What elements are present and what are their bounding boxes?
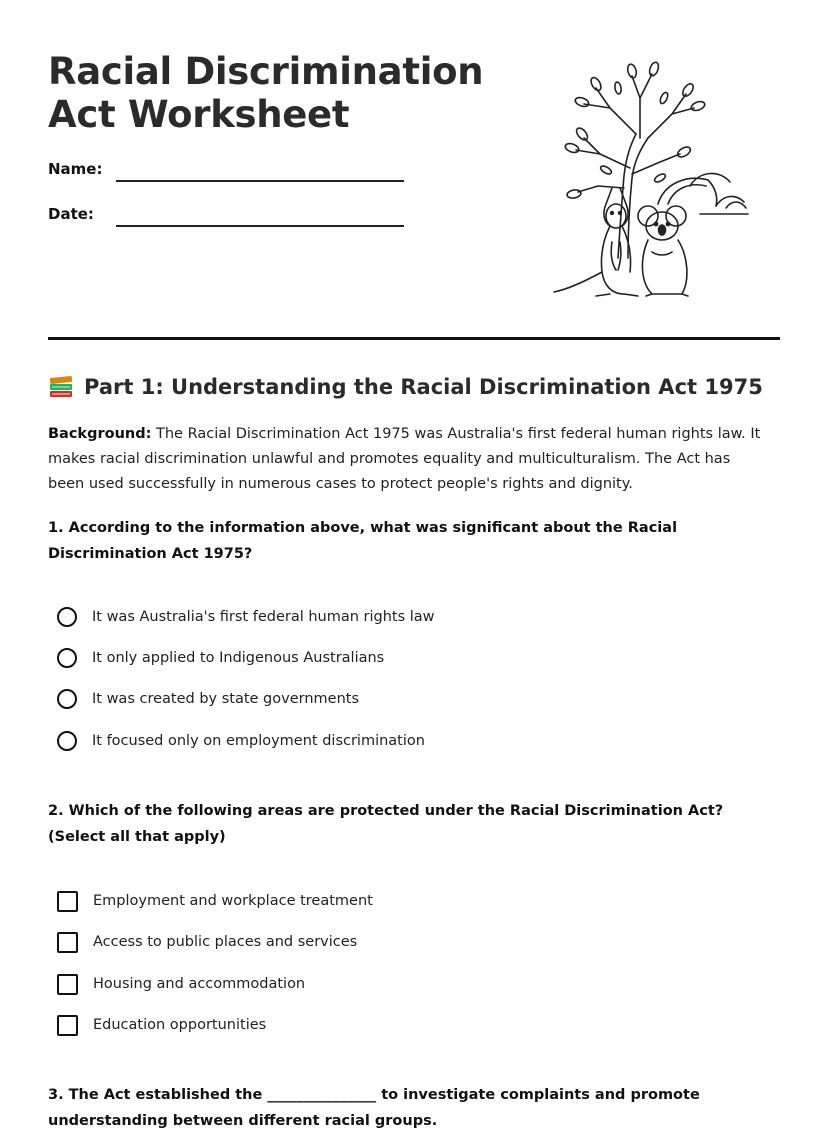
checkbox[interactable] [57,891,78,912]
worksheet-title [48,50,483,136]
option-label: It was Australia's first federal human rights law [92,609,435,625]
option-label: Housing and accommodation [93,976,306,992]
part1-heading-text: Part 1: Understanding the Racial Discrimination Act 1975 [84,375,763,399]
books-icon [48,375,74,399]
background-text: The Racial Discrimination Act 1975 was Australia's first federal human rights law. It makes racial discrimination unlawful and promotes equality and multiculturalism. The Act has been used successfully in numerous cases to protect people's rights and dignity. [48,426,761,492]
radio-button[interactable] [57,689,77,709]
option-label: It only applied to Indigenous Australians [92,650,385,666]
option-label: Employment and workplace treatment [93,893,373,909]
background-paragraph [48,422,768,497]
q2-option-2[interactable] [57,929,357,955]
option-label: Education opportunities [93,1017,267,1033]
question-1: 1. According to the information above, what was significant about the Racial Discrimination Act 1975? [48,520,678,562]
q1-option-2[interactable] [57,645,384,671]
background-label: Background: [48,426,152,442]
radio-button[interactable] [57,731,77,751]
date-label: Date: [48,205,94,223]
radio-button[interactable] [57,607,77,627]
option-label: It was created by state governments [92,691,360,707]
tree-kangaroo-koala-illustration [540,58,752,304]
checkbox[interactable] [57,932,78,953]
q2-option-4[interactable] [57,1012,266,1038]
date-field[interactable] [116,225,404,227]
radio-button[interactable] [57,648,77,668]
name-field[interactable] [116,180,404,182]
q1-option-4[interactable] [57,728,425,754]
option-label: It focused only on employment discrimination [92,733,425,749]
q2-option-1[interactable] [57,888,373,914]
q2-option-3[interactable] [57,971,305,997]
name-label: Name: [48,160,103,178]
question-3: 3. The Act established the _______________ to investigate complaints and promote understanding between different racial groups. [48,1087,700,1129]
title-line-1: Racial Discrimination [48,50,484,93]
option-label: Access to public places and services [93,934,358,950]
q1-option-3[interactable] [57,686,359,712]
checkbox[interactable] [57,974,78,995]
section-divider [48,337,780,340]
question-2: 2. Which of the following areas are protected under the Racial Discrimination Act? (Select all that apply) [48,803,724,845]
q1-option-1[interactable] [57,604,435,630]
checkbox[interactable] [57,1015,78,1036]
part1-heading [48,375,763,399]
title-line-2: Act Worksheet [48,93,350,136]
